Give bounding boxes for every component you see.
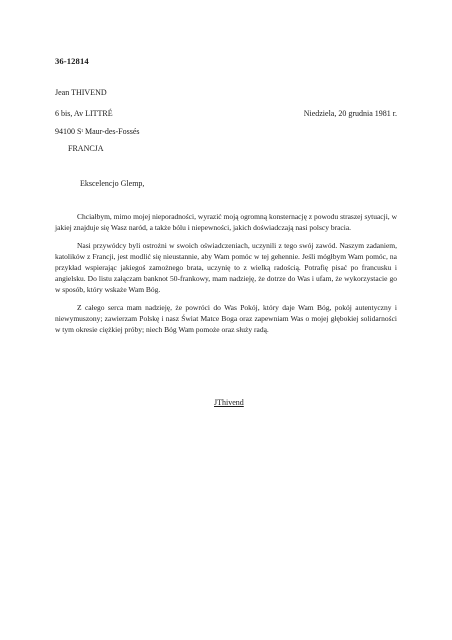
sender-country: FRANCJA — [68, 144, 104, 153]
signature: JThivend — [214, 398, 244, 407]
document-number: 36-12814 — [55, 56, 89, 66]
paragraph-3: Z całego serca mam nadzieję, że powróci do Was Pokój, który daje Wam Bóg, pokój autentyczny i niewymuszony; zawierzam Polskę i nasz Świat Matce Boga oraz zapewniam Was o mojej głębokiej solidarności w tym okresie ciężkiej próby; niech Bóg Wam pomoże oraz służy radą. — [55, 303, 397, 334]
letter-date: Niedziela, 20 grudnia 1981 r. — [303, 109, 397, 118]
salutation: Ekscelencjo Glemp, — [80, 179, 145, 188]
paragraph-1: Chciałbym, mimo mojej nieporadności, wyrazić moją ogromną konsternację z powodu straszej sytuacji, w jakiej znajduje się Wasz naród, a także bólu i niepewności, jakich doświadczają nasi polscy bracia. — [55, 212, 397, 232]
sender-name: Jean THIVEND — [55, 88, 107, 97]
letter-body — [55, 211, 397, 342]
sender-address: 6 bis, Av LITTRÉ — [55, 109, 113, 118]
sender-city: 94100 Sᵗ Maur-des-Fossés — [55, 127, 140, 136]
paragraph-2: Nasi przywódcy byli ostrożni w swoich oświadczeniach, uczynili z tego swój zawód. Naszym zadaniem, katolików z Francji, jest modlić się nieustannie, aby Wam pomóc w tej gehennie. Jeśli mógłbym Wam pomóc, na przykład wspierając jakiegoś zamożnego brata, uczynię to z wielką radością. Potrafię pisać po francusku i angielsku. Do listu załączam banknot 50-frankowy, mam nadzieję, że dotrze do Was i ufam, że wykorzystacie go w sposób, który wskaże Wam Bóg. — [55, 241, 397, 294]
